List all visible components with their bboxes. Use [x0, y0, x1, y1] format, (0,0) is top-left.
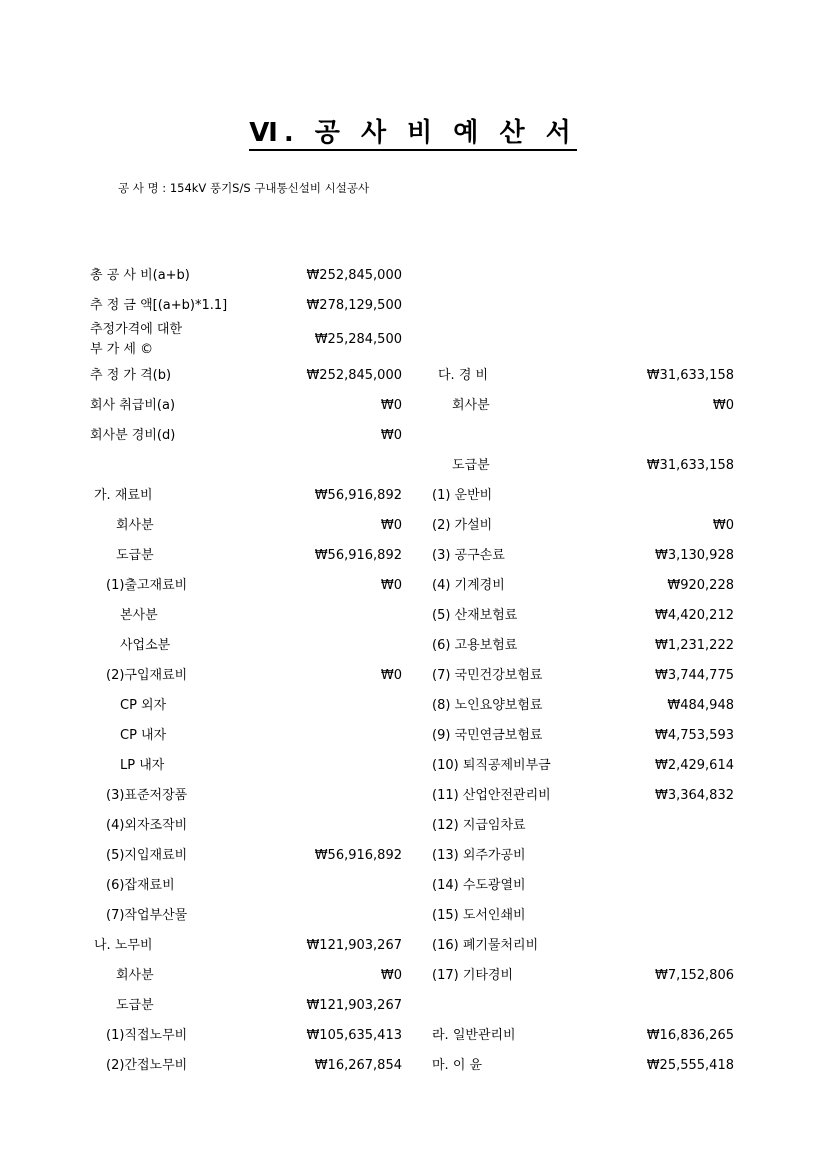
- left-row-value: ₩56,916,892: [314, 848, 402, 863]
- summary-company-expense-value: ₩0: [380, 428, 402, 443]
- expense-contract-label: 도급분: [452, 458, 490, 473]
- left-row-label: 사업소분: [120, 638, 171, 653]
- left-row: [0, 726, 826, 746]
- right-row-label: (10) 퇴직공제비부금: [432, 758, 551, 773]
- left-row: [0, 666, 826, 686]
- summary-vat-value: ₩25,284,500: [314, 332, 402, 347]
- right-row-value: ₩3,364,832: [654, 788, 734, 803]
- left-row: [0, 816, 826, 836]
- left-row-label: (1)직접노무비: [106, 1028, 188, 1043]
- right-row-value: ₩7,152,806: [654, 968, 734, 983]
- left-row-label: 가. 재료비: [94, 488, 153, 503]
- left-row: [0, 906, 826, 926]
- vat-label-line-2: 부 가 세 ©: [90, 342, 154, 357]
- right-row-label: (8) 노인요양보험료: [432, 698, 543, 713]
- left-row: [0, 846, 826, 866]
- left-row: [0, 756, 826, 776]
- left-row: [0, 516, 826, 536]
- expense-contract-value: ₩31,633,158: [646, 458, 734, 473]
- right-row-value: ₩3,130,928: [654, 548, 734, 563]
- left-row-value: ₩105,635,413: [306, 1028, 402, 1043]
- left-row: [0, 636, 826, 656]
- expense-company-label: 회사분: [452, 398, 490, 413]
- expense-header-value: ₩31,633,158: [646, 368, 734, 383]
- right-row-label: (17) 기타경비: [432, 968, 514, 983]
- right-row-value: ₩0: [712, 518, 734, 533]
- right-row-label: (14) 수도광열비: [432, 878, 526, 893]
- left-row-label: (2)구입재료비: [106, 668, 188, 683]
- left-row-label: (2)간접노무비: [106, 1058, 188, 1073]
- left-row-label: CP 외자: [120, 698, 167, 713]
- right-row-value: ₩4,753,593: [654, 728, 734, 743]
- left-row-label: (1)출고재료비: [106, 578, 188, 593]
- left-row: [0, 486, 826, 506]
- right-row-value: ₩2,429,614: [654, 758, 734, 773]
- left-row-label: 나. 노무비: [94, 938, 153, 953]
- right-row-label: (13) 외주가공비: [432, 848, 526, 863]
- left-row-label: 도급분: [116, 998, 154, 1013]
- summary-handling-value: ₩0: [380, 398, 402, 413]
- left-row-value: ₩56,916,892: [314, 488, 402, 503]
- right-row-label: (11) 산업안전관리비: [432, 788, 551, 803]
- left-row-value: ₩0: [380, 668, 402, 683]
- summary-estimate-label: 추 정 금 액[(a+b)*1.1]: [90, 298, 228, 313]
- right-row-label: (7) 국민건강보험료: [432, 668, 543, 683]
- left-row-value: ₩0: [380, 968, 402, 983]
- right-row-label: 라. 일반관리비: [432, 1028, 516, 1043]
- right-row-label: (1) 운반비: [432, 488, 493, 503]
- right-row-value: ₩920,228: [667, 578, 734, 593]
- right-row-value: ₩25,555,418: [646, 1058, 734, 1073]
- right-row-label: (5) 산재보험료: [432, 608, 518, 623]
- right-row-label: (9) 국민연금보험료: [432, 728, 543, 743]
- right-row-label: (15) 도서인쇄비: [432, 908, 526, 923]
- left-row-label: LP 내자: [120, 758, 165, 773]
- left-row-value: ₩56,916,892: [314, 548, 402, 563]
- left-row: [0, 1056, 826, 1076]
- left-row: [0, 936, 826, 956]
- left-row: [0, 576, 826, 596]
- summary-estimate-value: ₩278,129,500: [306, 298, 402, 313]
- left-row: [0, 606, 826, 626]
- left-row-value: ₩0: [380, 518, 402, 533]
- left-row-value: ₩0: [380, 578, 402, 593]
- left-row-value: ₩121,903,267: [306, 938, 402, 953]
- expense-header-row: [0, 366, 826, 386]
- summary-total-row: [0, 266, 826, 286]
- expense-company-row: [0, 396, 826, 416]
- left-row-label: (5)지입재료비: [106, 848, 188, 863]
- right-row-label: (2) 가설비: [432, 518, 493, 533]
- summary-total-label: 총 공 사 비(a+b): [90, 268, 190, 283]
- left-row-label: 회사분: [116, 518, 154, 533]
- summary-est-price-label: 추 정 가 격(b): [90, 368, 172, 383]
- summary-total-value: ₩252,845,000: [306, 268, 402, 283]
- right-row-value: ₩16,836,265: [646, 1028, 734, 1043]
- right-row-label: (4) 기계경비: [432, 578, 505, 593]
- expense-contract-row: [0, 456, 826, 476]
- left-row-label: CP 내자: [120, 728, 167, 743]
- left-row: [0, 546, 826, 566]
- summary-company-expense-row: [0, 426, 826, 446]
- summary-estimate-row: [0, 296, 826, 316]
- left-row-label: 회사분: [116, 968, 154, 983]
- vat-label-line-1: 추정가격에 대한: [90, 322, 183, 337]
- left-row-label: (7)작업부산물: [106, 908, 188, 923]
- left-row-label: (6)잡재료비: [106, 878, 175, 893]
- summary-vat-row: [0, 330, 826, 350]
- right-row-value: ₩4,420,212: [654, 608, 734, 623]
- left-row-label: 도급분: [116, 548, 154, 563]
- right-row-label: 마. 이 윤: [432, 1058, 483, 1073]
- expense-company-value: ₩0: [712, 398, 734, 413]
- left-row-value: ₩121,903,267: [306, 998, 402, 1013]
- summary-company-expense-label: 회사분 경비(d): [90, 428, 176, 443]
- right-row-value: ₩484,948: [667, 698, 734, 713]
- left-row-value: ₩16,267,854: [314, 1058, 402, 1073]
- left-row-label: (3)표준저장품: [106, 788, 188, 803]
- summary-est-price-value: ₩252,845,000: [306, 368, 402, 383]
- right-row-value: ₩1,231,222: [654, 638, 734, 653]
- right-row-label: (12) 지급임차료: [432, 818, 526, 833]
- left-row-label: (4)외자조작비: [106, 818, 188, 833]
- project-name: 공 사 명 : 154kV 풍기S/S 구내통신설비 시설공사: [118, 181, 370, 195]
- right-row-value: ₩3,744,775: [654, 668, 734, 683]
- left-row: [0, 876, 826, 896]
- right-row-label: (3) 공구손료: [432, 548, 505, 563]
- left-row-label: 본사분: [120, 608, 158, 623]
- left-row: [0, 996, 826, 1016]
- right-row-label: (6) 고용보험료: [432, 638, 518, 653]
- left-row: [0, 966, 826, 986]
- document-title: Ⅵ. 공 사 비 예 산 서: [0, 112, 826, 149]
- right-row-label: (16) 폐기물처리비: [432, 938, 539, 953]
- expense-header-label: 다. 경 비: [438, 368, 489, 383]
- left-row: [0, 1026, 826, 1046]
- summary-handling-label: 회사 취급비(a): [90, 398, 176, 413]
- left-row: [0, 696, 826, 716]
- left-row: [0, 786, 826, 806]
